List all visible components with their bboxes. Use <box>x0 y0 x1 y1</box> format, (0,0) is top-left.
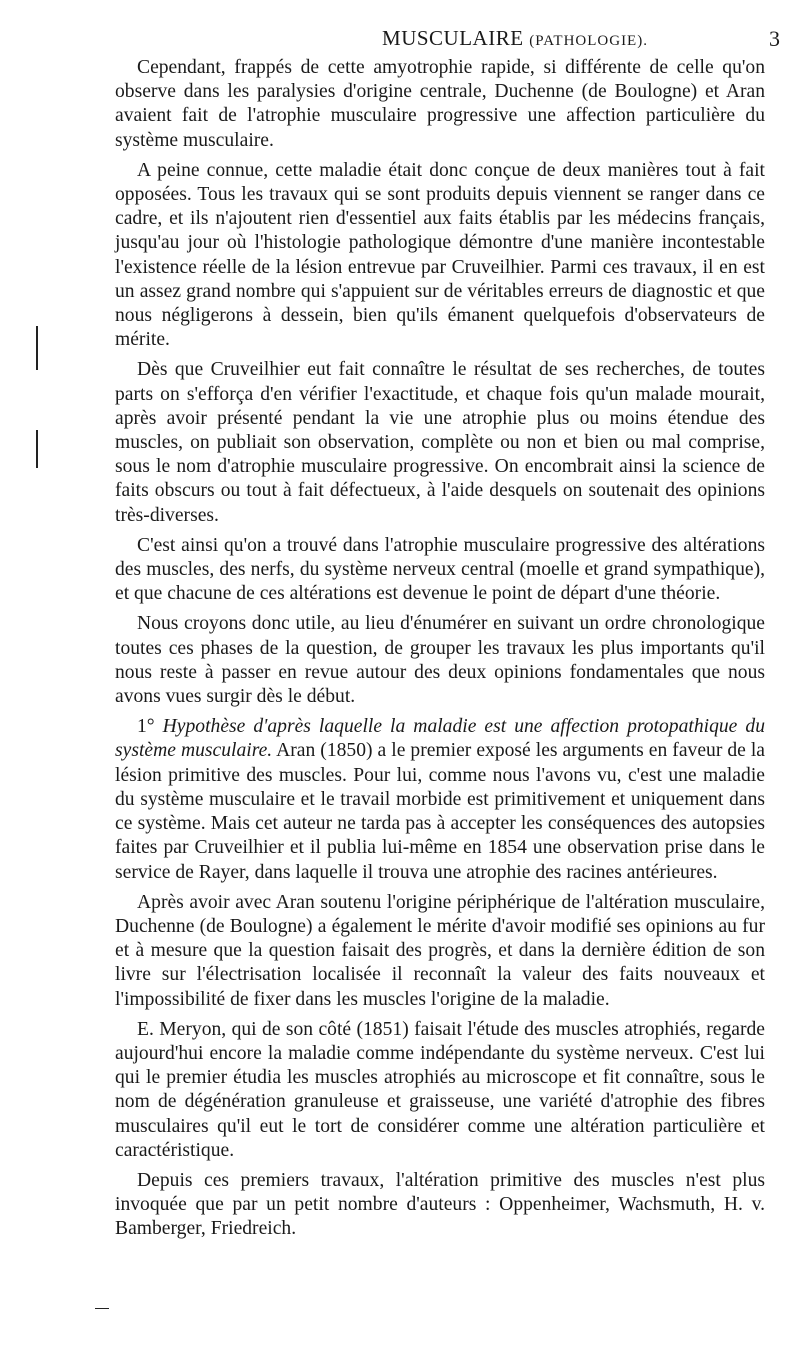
main-text <box>115 56 765 1248</box>
paragraph: Après avoir avec Aran soutenu l'origine périphérique de l'altération musculaire, Duchenne (de Boulogne) a également le mérite d'avoir modifié ses opinions au fur et à mesure que la question faisait des progrès, et dans la dernière édition de son livre sur l'électrisation localisée il reconnaît la valeur des faits nouveaux et l'impossibilité de fixer dans les muscles l'origine de la maladie. <box>115 891 765 1010</box>
section-heading: Hypothèse d'après laquelle la maladie est une affection protopathique du système musculaire. <box>115 716 765 762</box>
running-title <box>100 26 780 51</box>
page-number: 3 <box>769 26 780 51</box>
header-subtitle: (PATHOLOGIE). <box>529 33 648 49</box>
footer-rule <box>95 1308 109 1309</box>
paragraph: E. Meryon, qui de son côté (1851) faisait l'étude des muscles atrophiés, regarde aujourd'hui encore la maladie comme indépendante du système nerveux. C'est lui qui le premier étudia les muscles atrophiés au microscope et fit connaître, sous le nom de dégénération granuleuse et graisseuse, une variété d'atrophie des fibres musculaires qu'il eut le tort de considérer comme une altération particulière et caractéristique. <box>115 1018 765 1161</box>
paragraph: Depuis ces premiers travaux, l'altération primitive des muscles n'est plus invoquée que par un petit nombre d'auteurs : Oppenheimer, Wachsmuth, H. v. Bamberger, Friedreich. <box>115 1169 765 1240</box>
section-number: 1° <box>137 716 155 738</box>
margin-rule <box>36 326 38 370</box>
paragraph: C'est ainsi qu'on a trouvé dans l'atrophie musculaire progressive des altérations des muscles, des nerfs, du système nerveux central (moelle et grand sympathique), et que chacune de ces altérations est devenue le point de départ d'une théorie. <box>115 534 765 605</box>
paragraph: Dès que Cruveilhier eut fait connaître le résultat de ses recherches, de toutes parts on s'efforça d'en vérifier l'exactitude, et chaque fois qu'un malade mourait, après avoir présenté pendant la vie une atrophie plus ou moins étendue des muscles, on publiait son observation, complète ou non et bien ou mal comprise, sous le nom d'atrophie musculaire progressive. On encombrait ainsi la science de faits obscurs ou tout à fait défectueux, à l'aide desquels on soutenait des opinions très-diverses. <box>115 359 765 526</box>
paragraph: Nous croyons donc utile, au lieu d'énumérer en suivant un ordre chronologique toutes ces phases de la question, de grouper les travaux les plus importants qu'il nous reste à passer en revue autour des deux opinions fondamentales que nous avons vues surgir dès le début. <box>115 613 765 708</box>
running-header <box>100 26 780 52</box>
header-title: MUSCULAIRE <box>382 26 524 50</box>
paragraph: A peine connue, cette maladie était donc conçue de deux manières tout à fait opposées. Tous les travaux qui se sont produits depuis viennent se ranger dans ce cadre, et ils n'ajoutent rien d'essentiel aux faits établis par les médecins français, jusqu'au jour où l'histologie pathologique démontre d'une manière incontestable l'existence réelle de la lésion entrevue par Cruveilhier. Parmi ces travaux, il en est un assez grand nombre qui s'appuient sur de véritables erreurs de diagnostic et que nous négligerons à dessein, bien qu'ils émanent quelquefois d'observateurs de mérite. <box>115 159 765 351</box>
section-paragraph <box>115 715 765 884</box>
paragraph: Cependant, frappés de cette amyotrophie rapide, si différente de celle qu'on observe dans les paralysies d'origine centrale, Duchenne (de Boulogne) et Aran avaient fait de l'atrophie musculaire progressive une affection particulière du système musculaire. <box>115 57 765 151</box>
section-text: Aran (1850) a le premier exposé les arguments en faveur de la lésion primitive des muscles. Pour lui, comme nous l'avons vu, c'est une maladie du système musculaire et le travail morbide est primitivement et uniquement dans ce système. Mais cet auteur ne tarda pas à accepter les conséquences des autopsies faites par Cruveilhier et il publia lui-même en 1854 une observation prise dans le service de Rayer, dans laquelle il trouva une atrophie des racines antérieures. <box>115 740 765 883</box>
margin-rule <box>36 430 38 468</box>
